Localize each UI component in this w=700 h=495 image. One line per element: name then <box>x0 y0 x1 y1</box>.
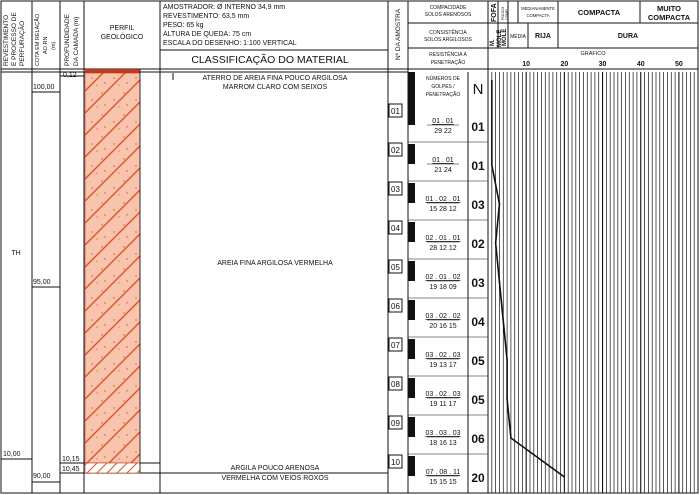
golpes-bottom: 18 16 13 <box>429 440 457 447</box>
metro-mark <box>408 144 415 164</box>
n-value: 02 <box>471 237 485 251</box>
resistencia-label: RESISTÊNCIA À <box>429 52 467 58</box>
metro-mark <box>408 105 415 125</box>
elevation-10: 10,00 <box>3 451 21 458</box>
sample-number: 01 <box>391 107 400 116</box>
consistencia-label: CONSISTÊNCIA <box>429 30 467 36</box>
grafico-label: GRÁFICO <box>580 51 606 57</box>
info-line: PESO: 65 kg <box>163 22 204 29</box>
golpes-bottom: 28 12 12 <box>429 245 457 252</box>
numeros-golpes-label-3: PENETRAÇÃO <box>425 92 461 98</box>
golpes-top: 03 . 02 . 03 <box>425 391 461 398</box>
golpes-bottom: 29 22 <box>434 128 452 135</box>
consistencia-label-2: SOLOS ARGILOSOS <box>424 37 472 43</box>
n-value: 20 <box>471 471 485 485</box>
n-value: 01 <box>471 159 485 173</box>
soil-layer-argila <box>85 463 140 473</box>
muito-compacta-label-2: COMPACTA <box>647 13 691 22</box>
spt-point <box>506 359 508 361</box>
spt-grid <box>492 72 694 493</box>
sample-number: 08 <box>391 380 400 389</box>
metro-mark <box>408 456 415 476</box>
spt-point <box>491 125 493 127</box>
rija-label: RIJA <box>535 33 551 40</box>
golpes-bottom: 19 18 09 <box>429 284 457 291</box>
soil-layer-aterro <box>85 69 140 73</box>
golpes-top: 02 . 01 . 02 <box>425 274 461 281</box>
pouco-compacta-label: POUCO <box>501 6 505 20</box>
golpes-bottom: 21 24 <box>434 167 452 174</box>
numeros-golpes-label: NÚMEROS DE <box>426 76 460 82</box>
perfil-header-2: GEOLÓGICO <box>100 34 144 41</box>
spt-point <box>502 320 504 322</box>
info-line: ESCALA DO DESENHO: 1:100 VERTICAL <box>163 40 297 47</box>
amostra-header: Nº DA AMOSTRA <box>395 8 402 60</box>
cota-value: 100,00 <box>33 84 55 91</box>
samples <box>389 104 488 493</box>
spt-point <box>499 203 501 205</box>
n-value: 06 <box>471 432 485 446</box>
spt-point <box>564 476 566 478</box>
compacidade-label: COMPACIDADE <box>429 5 467 11</box>
x-tick-label: 10 <box>522 61 531 68</box>
med-compacta-label: MEDIANAMENTE <box>521 6 555 11</box>
depth-value: 0,12 <box>63 72 77 79</box>
n-label: N <box>472 81 484 98</box>
spt-plot <box>491 80 565 478</box>
n-value: 05 <box>471 354 485 368</box>
revestimento-header-3: PERFURAÇÃO <box>19 20 26 66</box>
n-value: 05 <box>471 393 485 407</box>
n-value: 01 <box>471 120 485 134</box>
spt-point <box>506 398 508 400</box>
soil-layer-areia <box>85 73 140 463</box>
golpes-top: 07 . 08 . 11 <box>425 469 461 476</box>
x-tick-label: 40 <box>636 61 645 68</box>
x-tick-label: 50 <box>675 61 683 68</box>
compacta-label: COMPACTA <box>577 8 621 17</box>
golpes-bottom: 19 13 17 <box>429 362 457 369</box>
numeros-golpes-label-2: GOLPES / <box>431 84 455 90</box>
sample-number: 05 <box>391 263 400 272</box>
metro-mark <box>408 222 415 242</box>
muito-compacta-label: MUITO <box>656 4 682 13</box>
dura-label: DURA <box>617 33 639 40</box>
spt-line <box>492 80 565 477</box>
golpes-top: 03 . 03 . 03 <box>425 430 461 437</box>
info-line: REVESTIMENTO: 63,5 mm <box>163 13 250 20</box>
muito-mole-label-2: MOLE <box>497 29 503 47</box>
mole-label: MOLE <box>502 28 508 46</box>
x-tick-label: 30 <box>598 61 607 68</box>
n-value: 04 <box>471 315 485 329</box>
metro-mark <box>408 417 415 437</box>
layer-description: AREIA FINA ARGILOSA VERMELHA <box>217 260 333 267</box>
pouco-compacta-label-2: COMP. <box>505 8 509 20</box>
depth-value: 10,45 <box>62 466 80 473</box>
layer-description: VERMELHA COM VEIOS ROXOS <box>221 475 329 482</box>
sample-number: 09 <box>391 419 400 428</box>
sample-number: 06 <box>391 302 400 311</box>
golpes-bottom: 15 15 15 <box>429 479 457 486</box>
layer-description: MARROM CLARO COM SEIXOS <box>222 84 328 91</box>
spt-point <box>499 281 501 283</box>
info-line: ALTURA DE QUEDA: 75 cm <box>163 31 252 38</box>
med-compacta-label-2: COMPACTA <box>526 13 550 18</box>
sample-number: 04 <box>391 224 400 233</box>
golpes-top: 01 . 01 <box>432 157 454 164</box>
metro-mark <box>408 339 415 359</box>
n-value: 03 <box>471 198 485 212</box>
golpes-top: 03 . 02 . 03 <box>425 352 461 359</box>
depth-value: 10,15 <box>62 456 80 463</box>
metro-mark <box>408 183 415 203</box>
metro-mark <box>408 261 415 281</box>
spt-point <box>510 437 512 439</box>
info-line: AMOSTRADOR: Ø INTERNO 34,9 mm <box>163 4 286 11</box>
layer-description: ATERRO DE AREIA FINA POUCO ARGILOSA <box>202 75 348 82</box>
sample-number: 10 <box>391 458 400 467</box>
golpes-bottom: 15 28 12 <box>429 206 457 213</box>
golpes-top: 03 . 02 . 02 <box>425 313 461 320</box>
cota-header-2: AO RN <box>43 36 49 54</box>
golpes-bottom: 20 16 15 <box>429 323 457 330</box>
layer-description: ARGILA POUCO ARENOSA <box>230 465 320 472</box>
resistencia-label-2: PENETRAÇÃO <box>430 60 466 66</box>
x-tick-label: 20 <box>560 61 569 68</box>
fofa-label: FOFA <box>491 3 498 22</box>
golpes-top: 02 . 01 . 01 <box>425 235 461 242</box>
x-axis-ticks <box>522 61 683 68</box>
n-value: 03 <box>471 276 485 290</box>
sample-number: 07 <box>391 341 400 350</box>
revestimento-value: TH <box>11 250 21 257</box>
cota-value: 95,00 <box>33 279 51 286</box>
perfil-header: PERFIL <box>109 25 135 32</box>
golpes-bottom: 19 11 17 <box>429 401 457 408</box>
metro-mark <box>408 72 415 105</box>
profundidade-header-2: DA CAMADA (m) <box>73 16 80 66</box>
revestimento-header-2: E PROCESSO DE <box>11 12 18 66</box>
cota-header-3: (m) <box>51 41 57 50</box>
cota-header: COTA EM RELAÇÃO <box>35 13 41 66</box>
cota-ticks <box>1 92 60 482</box>
spt-point <box>491 164 493 166</box>
sample-number: 03 <box>391 185 400 194</box>
cota-value: 90,00 <box>33 473 51 480</box>
sampler-info <box>163 4 297 47</box>
revestimento-header: REVESTIMENTO <box>3 14 10 66</box>
metro-mark <box>408 378 415 398</box>
profundidade-header: PROFUNDIDADE <box>64 13 71 66</box>
metro-mark <box>408 300 415 320</box>
sample-number: 02 <box>391 146 400 155</box>
golpes-top: 01 . 01 <box>432 118 454 125</box>
spt-point <box>495 242 497 244</box>
golpes-top: 01 . 02 . 01 <box>425 196 461 203</box>
compacidade-label-2: SOLOS ARENOSOS <box>424 12 472 18</box>
classificacao-title: CLASSIFICAÇÃO DO MATERIAL <box>191 54 349 66</box>
metros-strip <box>408 72 415 476</box>
muito-mole-label: M. <box>490 39 496 46</box>
media-label: MÉDIA <box>510 34 526 40</box>
